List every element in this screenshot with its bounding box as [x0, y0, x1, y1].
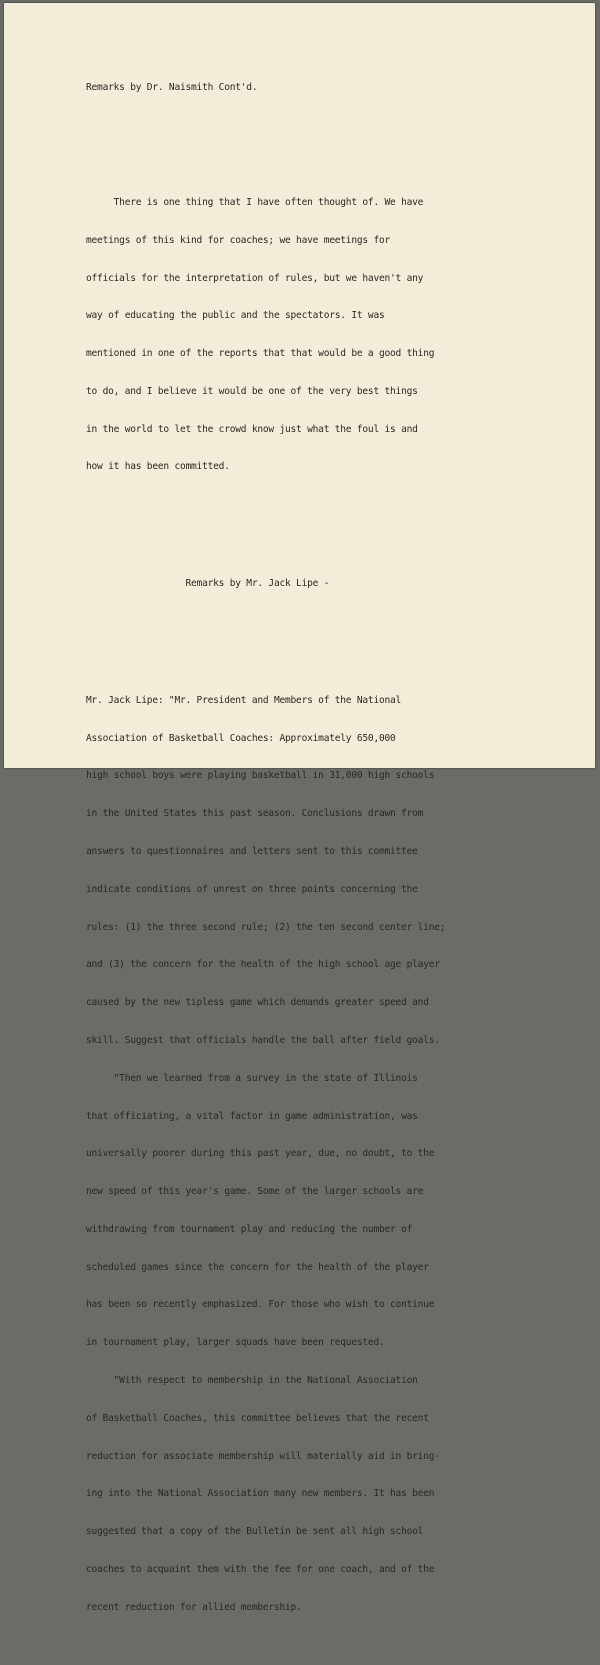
text-line: reduction for associate membership will materially aid in bring- [86, 1450, 440, 1462]
text-line: that officiating, a vital factor in game administration, was [86, 1110, 418, 1122]
section-subheading: Remarks by Mr. Jack Lipe - [86, 578, 330, 590]
text-line: high school boys were playing basketball in 31,000 high schools [86, 770, 435, 782]
text-line: way of educating the public and the spectators. It was [86, 310, 385, 322]
text-line: There is one thing that I have often thought of. We have [86, 196, 424, 208]
document-heading: Remarks by Dr. Naismith Cont'd. [86, 82, 258, 94]
text-line: coaches to acquaint them with the fee for one coach, and of the [86, 1563, 435, 1575]
text-line: in the world to let the crowd know just what the foul is and [86, 423, 418, 435]
text-line: rules: (1) the three second rule; (2) the ten second center line; [86, 921, 446, 933]
text-line: in the United States this past season. Conclusions drawn from [86, 808, 424, 820]
text-line: suggested that a copy of the Bulletin be sent all high school [86, 1526, 424, 1538]
text-line: of Basketball Coaches, this committee believes that the recent [86, 1412, 429, 1424]
text-line: answers to questionnaires and letters sent to this committee [86, 846, 418, 858]
text-line: to do, and I believe it would be one of the very best things [86, 385, 418, 397]
text-line: and (3) the concern for the health of the high school age player [86, 959, 440, 971]
paragraph-lipe [86, 670, 546, 1640]
paragraph-naismith [86, 172, 546, 499]
text-line: ing into the National Association many new members. It has been [86, 1488, 435, 1500]
text-line: Mr. Jack Lipe: "Mr. President and Members of the National [86, 694, 402, 706]
text-line: officials for the interpretation of rules, but we haven't any [86, 272, 424, 284]
paper-page [4, 3, 595, 1613]
text-line: in tournament play, larger squads have been requested. [86, 1337, 385, 1349]
text-line: caused by the new tipless game which demands greater speed and [86, 997, 429, 1009]
text-line: has been so recently emphasized. For those who wish to continue [86, 1299, 435, 1311]
text-line: new speed of this year's game. Some of the larger schools are [86, 1186, 424, 1198]
text-line: indicate conditions of unrest on three points concerning the [86, 883, 418, 895]
text-line: universally poorer during this past year, due, no doubt, to the [86, 1148, 435, 1160]
text-line: meetings of this kind for coaches; we have meetings for [86, 234, 391, 246]
text-line: how it has been committed. [86, 461, 230, 473]
typed-document-body [86, 57, 546, 1665]
text-line: "Then we learned from a survey in the state of Illinois [86, 1072, 418, 1084]
text-line: scheduled games since the concern for the health of the player [86, 1261, 429, 1273]
text-line: withdrawing from tournament play and reducing the number of [86, 1223, 413, 1235]
text-line: Association of Basketball Coaches: Approximately 650,000 [86, 732, 396, 744]
text-line: recent reduction for allied membership. [86, 1601, 302, 1613]
text-line: skill. Suggest that officials handle the ball after field goals. [86, 1034, 440, 1046]
text-line: "With respect to membership in the National Association [86, 1374, 418, 1386]
text-line: mentioned in one of the reports that that would be a good thing [86, 348, 435, 360]
